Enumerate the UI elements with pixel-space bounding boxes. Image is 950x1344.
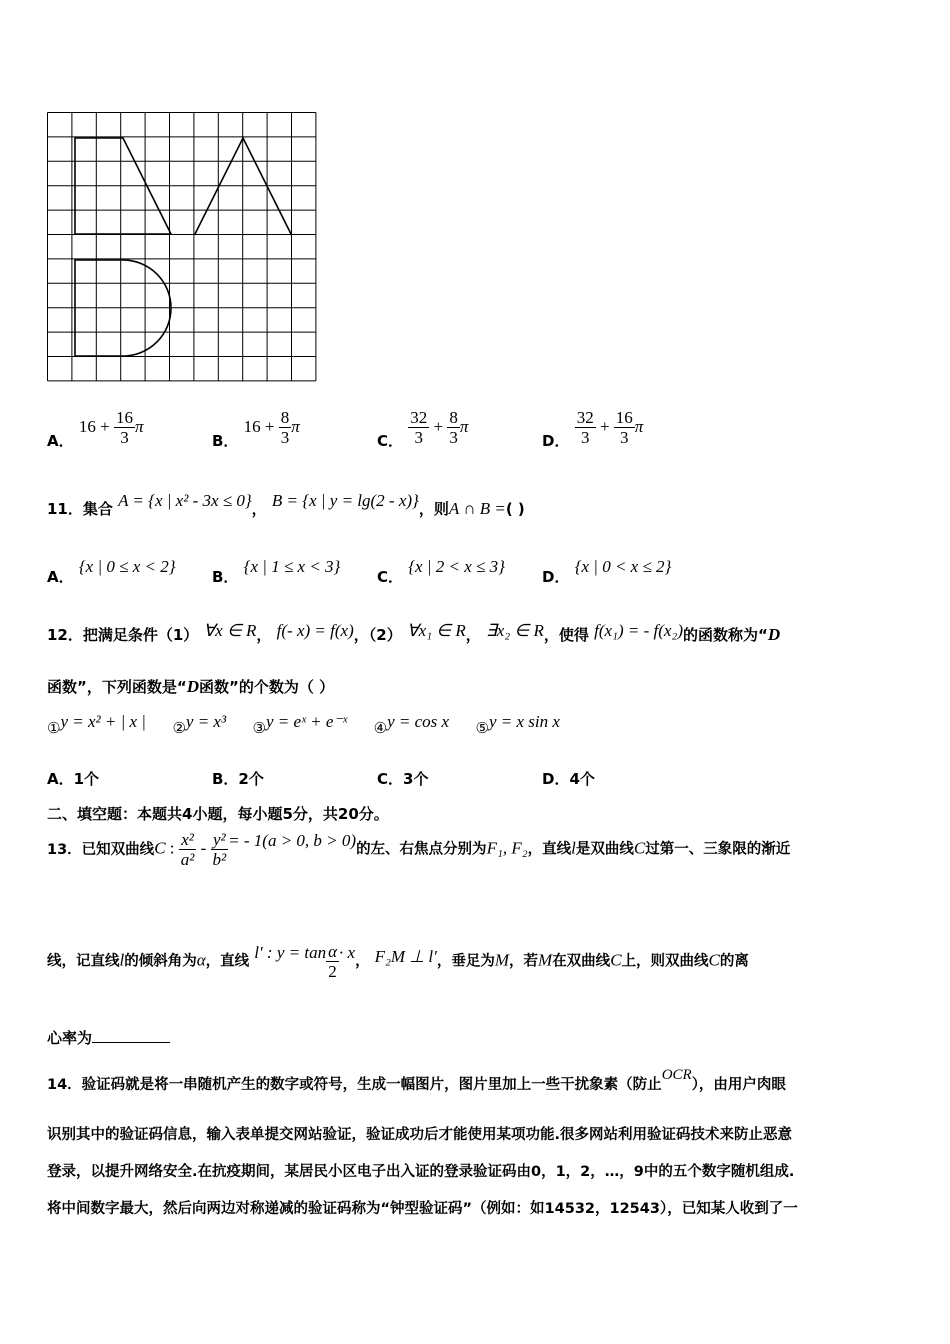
q11-set-b: B = {x | y = lg(2 - x)}	[271, 491, 419, 510]
q11-option-d-set: {x | 0 < x ≤ 2}	[574, 557, 672, 576]
q13-text-line: ，直线	[527, 841, 572, 858]
q10-d-pi: π	[634, 417, 644, 436]
q12-cond2-a: ∀x₁ ∈ R	[406, 621, 466, 640]
q12-d-letter-2: D	[186, 677, 199, 696]
q10-b-pi: π	[291, 417, 300, 436]
q12-func2-mark: ②	[172, 719, 186, 737]
q11-option-b-label: B．	[212, 568, 239, 586]
q10-a-pi: π	[134, 417, 144, 436]
q13-l2-c: ，直线	[205, 953, 250, 970]
q10-d-frac2: $\frac{16}{3}$	[615, 408, 633, 447]
q11-option-c-label: C．	[377, 568, 404, 586]
q13-l2-f: 在双曲线	[552, 953, 611, 970]
q10-option-c[interactable]: C． $\frac{32}{3}$ + $\frac{8}{3}$ π	[377, 408, 469, 450]
q11-option-b[interactable]	[212, 556, 341, 586]
grid-figure	[47, 112, 320, 386]
q10-option-d-label: D．	[542, 432, 570, 450]
q13-l-2: l	[119, 950, 125, 970]
q10-c-pi: π	[459, 417, 469, 436]
q10-option-a-label: A．	[47, 432, 74, 450]
q12-lead: 12．把满足条件（1）	[47, 626, 199, 644]
q11-option-a-label: A．	[47, 568, 74, 586]
q12-functions	[47, 712, 560, 737]
q12-tail: 的函数称为“	[683, 626, 768, 644]
q12-func3-expr: y = eˣ + e⁻ˣ	[266, 712, 348, 731]
q12-option-b-label: B．2个	[212, 770, 264, 788]
q11-option-c[interactable]	[377, 556, 505, 586]
q13-frac-alpha: $\frac{\alpha}{2}$	[328, 942, 338, 981]
q13-dotx: · x	[339, 942, 356, 962]
q14-line3: 登录，以提升网络安全.在抗疫期间，某居民小区电子出入证的登录验证码由0，1，2，…，9中的五个数字随机组成.	[47, 1164, 795, 1180]
q12-stem-line2	[47, 676, 334, 697]
q10-option-a[interactable]: A． 16 + $\frac{16}{3}$ π	[47, 408, 144, 450]
q10-option-c-label: C．	[377, 432, 404, 450]
q12-stem-line1: 12．把满足条件（1） ∀x ∈ R， f(- x) = f(x)，（2） ∀x₁ ∈ R， ∃x₂ ∈ R，使得 f(x₁) = - f(x₂)的函数称为“D	[47, 621, 781, 644]
q12-cond2-label: （2）	[368, 626, 402, 644]
q12-option-b[interactable]	[212, 768, 264, 789]
q11-option-a-set: {x | 0 ≤ x < 2}	[78, 557, 176, 576]
q13-c: C	[154, 838, 166, 858]
q13-foci: F₁, F₂	[486, 838, 528, 858]
q14-ocr: OCR	[661, 1067, 692, 1083]
q13-l2-e: ，若	[509, 953, 539, 970]
q11-option-a[interactable]	[47, 556, 176, 586]
q12-line2-a: 函数”，下列函数是“	[47, 678, 187, 696]
q14-line1-b: ），由用户肉眼	[691, 1077, 786, 1093]
q10-d-frac1: $\frac{32}{3}$	[576, 408, 594, 447]
q11-option-d-label: D．	[542, 568, 570, 586]
q14-line1-a: 14．验证码就是将一串随机产生的数字或符号，生成一幅图片，图片里加上一些干扰象素（防止	[47, 1077, 662, 1093]
q11-option-b-set: {x | 1 ≤ x < 3}	[243, 557, 341, 576]
q12-option-d-label: D．4个	[542, 770, 595, 788]
q13-alpha: α	[196, 950, 206, 970]
q12-func1-expr: y = x² + | x |	[60, 712, 146, 731]
q12-func1-mark: ①	[47, 719, 61, 737]
q11-option-d[interactable]	[542, 556, 672, 586]
q13-text-foci: 的左、右焦点分别为	[356, 841, 487, 858]
q12-option-a-label: A．1个	[47, 770, 100, 788]
q13-m-2: M	[538, 950, 553, 970]
q14-line4: 将中间数字最大，然后向两边对称递减的验证码称为“钟型验证码”（例如：如14532，12543），已知某人收到了一	[47, 1201, 798, 1217]
q12-shide: ，使得	[543, 626, 589, 644]
q13-lead: 13．已知双曲线	[47, 841, 155, 858]
q13-lprime: l′ : y = tan	[254, 942, 327, 962]
q11-stem	[47, 491, 525, 519]
q12-cond1-a: ∀x ∈ R	[203, 621, 257, 640]
q13-frac-x: $\frac{\text{x²}}{\text{a²}}$	[180, 830, 195, 869]
q12-func4-mark: ④	[373, 719, 388, 737]
q12-d-letter: D	[767, 625, 781, 644]
q11-set-a: A = {x | x² - 3x ≤ 0}	[118, 491, 252, 510]
q13-l2-h: 的离	[719, 953, 749, 970]
q13-line3	[47, 1027, 170, 1048]
q13-c-4: C	[708, 950, 720, 970]
q13-line1: 13．已知双曲线C : $\frac{\text{x²}}{\text{a²}}$ - $\frac{\text{y²}}{\text{b²}}$ = - 1(a > 0, b > 0)的左、右焦点分别为F₁, F₂，直线l是双曲线C过第一、三象限的渐近	[47, 830, 791, 869]
q13-c-2: C	[633, 838, 646, 858]
q12-option-d[interactable]	[542, 768, 595, 789]
q14-line1	[47, 1067, 786, 1094]
q10-a-frac: $\frac{16}{3}$	[115, 408, 133, 447]
q13-l2-b: 的倾斜角为	[124, 953, 197, 970]
q12-func5-expr: y = x sin x	[488, 712, 560, 731]
q13-l2-d: ，垂足为	[436, 953, 495, 970]
q10-a-whole: 16	[78, 417, 96, 436]
q11-option-c-set: {x | 2 < x ≤ 3}	[408, 557, 505, 576]
q10-c-frac2: $\frac{8}{3}$	[449, 408, 458, 447]
q10-c-frac1: $\frac{32}{3}$	[410, 408, 428, 447]
q12-cond2-c: f(x₁) = - f(x₂)	[594, 621, 683, 640]
q13-equation-rest: = - 1(a > 0, b > 0)	[228, 830, 357, 850]
q13-l: l	[571, 838, 576, 858]
q10-option-d[interactable]: D． $\frac{32}{3}$ + $\frac{16}{3}$ π	[542, 408, 644, 450]
q13-text-is: 是双曲线	[575, 841, 634, 858]
q13-c-3: C	[610, 950, 622, 970]
q10-option-b-label: B．	[212, 432, 239, 450]
section-title-fill-in: 二、填空题：本题共4小题，每小题5分，共20分。	[47, 805, 389, 823]
q10-b-whole: 16	[243, 417, 261, 436]
q14-line2: 识别其中的验证码信息，输入表单提交网站验证，验证成功后才能使用某项功能.很多网站利用验证码技术来防止恶意	[47, 1127, 793, 1143]
q12-option-c-label: C．3个	[377, 770, 429, 788]
q11-answer-paren: ( )	[505, 500, 525, 518]
q10-option-b[interactable]: B． 16 + $\frac{8}{3}$ π	[212, 408, 300, 450]
q13-answer-blank[interactable]	[92, 1028, 170, 1043]
q13-perp: F₂M ⊥ l′	[374, 946, 437, 966]
q11-then: ，则	[418, 500, 449, 518]
q13-frac-y: $\frac{\text{y²}}{\text{b²}}$	[212, 830, 227, 869]
q13-text-asymptote: 过第一、三象限的渐近	[645, 841, 791, 858]
q12-option-a[interactable]	[47, 768, 99, 789]
q13-l2-a: 线，记直线	[47, 953, 120, 970]
q13-l3: 心率为	[47, 1029, 93, 1047]
q10-b-frac: $\frac{8}{3}$	[280, 408, 290, 447]
q13-m: M	[494, 950, 510, 970]
q12-func4-expr: y = cos x	[387, 712, 450, 731]
q12-line2-b: 函数”的个数为（ ）	[199, 678, 335, 696]
q13-line2: 线，记直线l的倾斜角为α，直线 l′ : y = tan $\frac{\alpha}{2}$ · x， F₂M ⊥ l′，垂足为M，若M在双曲线C上，则双曲线C的离	[47, 942, 749, 981]
q13-l2-g: 上，则双曲线	[621, 953, 709, 970]
q12-cond1-b: f(- x) = f(x)	[276, 621, 354, 640]
q12-option-c[interactable]	[377, 768, 428, 789]
q11-comma: ，	[251, 500, 267, 518]
q12-func5-mark: ⑤	[475, 719, 489, 737]
q12-cond2-b: ∃x₂ ∈ R	[485, 621, 544, 640]
q11-lead: 11．集合	[47, 500, 113, 518]
q11-expr: A ∩ B =	[448, 499, 506, 518]
q12-func2-expr: y = x³	[185, 712, 227, 731]
q12-func3-mark: ③	[252, 719, 266, 737]
